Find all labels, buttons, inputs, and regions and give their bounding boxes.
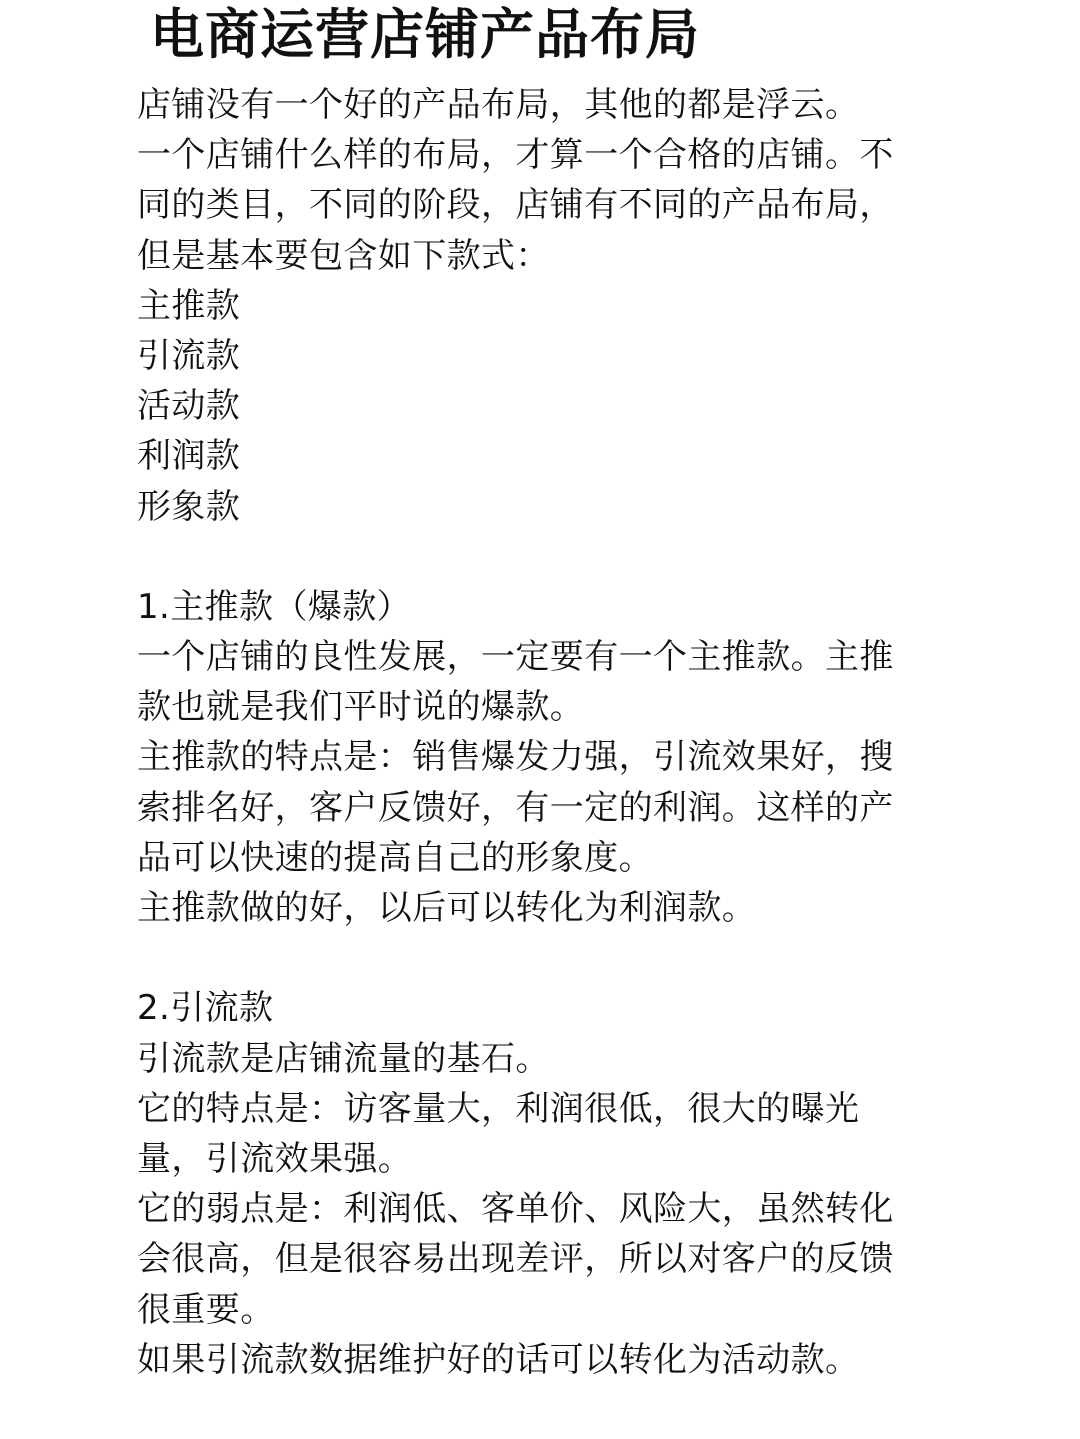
section-line: 它的特点是：访客量大，利润很低，很大的曝光 xyxy=(137,1088,860,1129)
product-type-item: 活动款 xyxy=(137,386,241,427)
page-title: 电商运营店铺产品布局 xyxy=(150,3,700,66)
section-line: 它的弱点是：利润低、客单价、风险大，虽然转化 xyxy=(137,1189,894,1230)
section-line: 引流款是店铺流量的基石。 xyxy=(137,1038,550,1079)
section-line: 索排名好，客户反馈好，有一定的利润。这样的产 xyxy=(137,787,894,828)
product-type-item: 形象款 xyxy=(137,486,241,527)
product-type-item: 主推款 xyxy=(137,285,241,326)
intro-line: 但是基本要包含如下款式： xyxy=(137,235,550,276)
intro-line: 店铺没有一个好的产品布局，其他的都是浮云。 xyxy=(137,85,860,125)
paragraph-gap xyxy=(137,532,937,582)
product-type-item: 利润款 xyxy=(137,436,241,477)
section-line: 会很高，但是很容易出现差评，所以对客户的反馈 xyxy=(137,1239,894,1280)
section-line: 品可以快速的提高自己的形象度。 xyxy=(137,837,653,878)
section-heading: 2.引流款 xyxy=(137,988,274,1029)
article-body xyxy=(137,80,937,1385)
section-line: 主推款的特点是：销售爆发力强，引流效果好，搜 xyxy=(137,737,894,778)
intro-line: 一个店铺什么样的布局，才算一个合格的店铺。不 xyxy=(137,135,894,176)
section-line: 主推款做的好，以后可以转化为利润款。 xyxy=(137,888,757,928)
section-heading: 1.主推款（爆款） xyxy=(137,586,412,627)
product-type-item: 引流款 xyxy=(137,335,241,376)
section-line: 量，引流效果强。 xyxy=(137,1138,413,1179)
section-line: 一个店铺的良性发展，一定要有一个主推款。主推 xyxy=(137,637,894,678)
section-line: 很重要。 xyxy=(137,1289,275,1330)
paragraph-gap xyxy=(137,933,937,983)
section-line: 款也就是我们平时说的爆款。 xyxy=(137,687,585,728)
section-line: 如果引流款数据维护好的话可以转化为活动款。 xyxy=(137,1339,860,1380)
intro-line: 同的类目，不同的阶段，店铺有不同的产品布局， xyxy=(137,185,894,226)
